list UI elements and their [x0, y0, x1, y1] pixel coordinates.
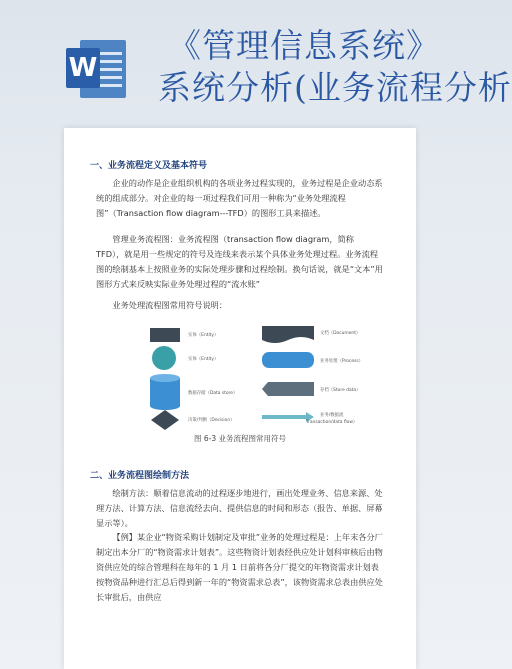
datastore-cylinder-top	[150, 374, 180, 382]
document-banner	[0, 0, 512, 120]
datastore-cylinder-bottom	[150, 402, 180, 410]
word-icon-letter: W	[66, 48, 100, 88]
document-symbol	[262, 326, 314, 343]
document-page	[64, 128, 416, 669]
banner-title-line1: 《管理信息系统》	[168, 26, 440, 65]
section1-heading: 一、业务流程定义及基本符号	[90, 161, 208, 171]
symbol-diagram	[146, 320, 366, 432]
figure-caption: 图 6-3 业务流程图常用符号	[193, 434, 287, 443]
word-icon-line	[100, 68, 122, 71]
paragraph-4: 绘制方法：顺着信息流动的过程逐步地进行，画出处理业务、信息来源、处理方法、计算方法、信息流经去向、提供信息的时间和形态（报告、单据、屏幕显示等）。	[96, 488, 383, 528]
paragraph-5: 【例】某企业“物资采购计划制定及审批”业务的处理过程是：上年末各分厂制定出本分厂的“物资需求计划表”。这些物资计划表经供应处计划科审核后由物资供应处的综合管理科在每年的 1 月 1 日前将各分厂提交的年物资需求计划表按物资品种进行汇总后得到新一年的“物资需求总表”，该物资需求总表由供应处长审批后，由供应	[96, 532, 383, 602]
word-icon-line	[100, 84, 122, 87]
symbol-label: 实体（Entity）	[188, 357, 219, 362]
symbol-label: 业务处理（Process）	[320, 359, 363, 364]
symbol-label: 存档（Store data）	[320, 388, 361, 393]
paragraph-3: 业务处理流程图常用符号说明：	[112, 300, 228, 310]
store-data-symbol	[262, 382, 314, 396]
symbol-label: 决策/判断（Decision）	[188, 418, 235, 423]
paragraph-1: 企业的动作是企业组织机构的各项业务过程实现的，业务过程是企业动态系统的组成部分。对企业的每一项过程我们可用一种称为“业务处理流程图”（Transaction flow diagram---TFD）的图形工具来描述。	[96, 178, 383, 218]
process-symbol	[262, 352, 314, 368]
word-icon-line	[100, 76, 122, 79]
banner-title-line2: 系统分析(业务流程分析	[158, 68, 512, 107]
symbol-label: 实体（Entity）	[188, 333, 219, 338]
symbol-label: 数据存储（Data store）	[188, 391, 238, 396]
word-icon-line	[100, 60, 122, 63]
symbol-label: Transaction/data flow）	[306, 420, 358, 425]
data-flow-arrow-line	[262, 415, 306, 419]
entity-rectangle-symbol	[150, 328, 180, 342]
word-icon	[66, 38, 130, 102]
entity-circle-symbol	[152, 346, 176, 370]
paragraph-2: 管理业务流程图：业务流程图（transaction flow diagram，简称 TFD），就是用一些规定的符号及连线来表示某个具体业务处理过程。业务流程图的绘制基本上按照业务的实际处理步骤和过程绘制。换句话说，就是“文本”用图形方式来反映实际业务处理过程的“流水账”	[96, 234, 383, 289]
symbol-label: 文档（Document）	[320, 331, 361, 336]
symbol-label: 业务/数据流	[320, 413, 344, 418]
section2-heading: 二、业务流程图绘制方法	[90, 471, 190, 481]
word-icon-line	[100, 52, 122, 55]
decision-diamond-symbol	[151, 410, 179, 430]
datastore-cylinder-body	[150, 378, 180, 406]
